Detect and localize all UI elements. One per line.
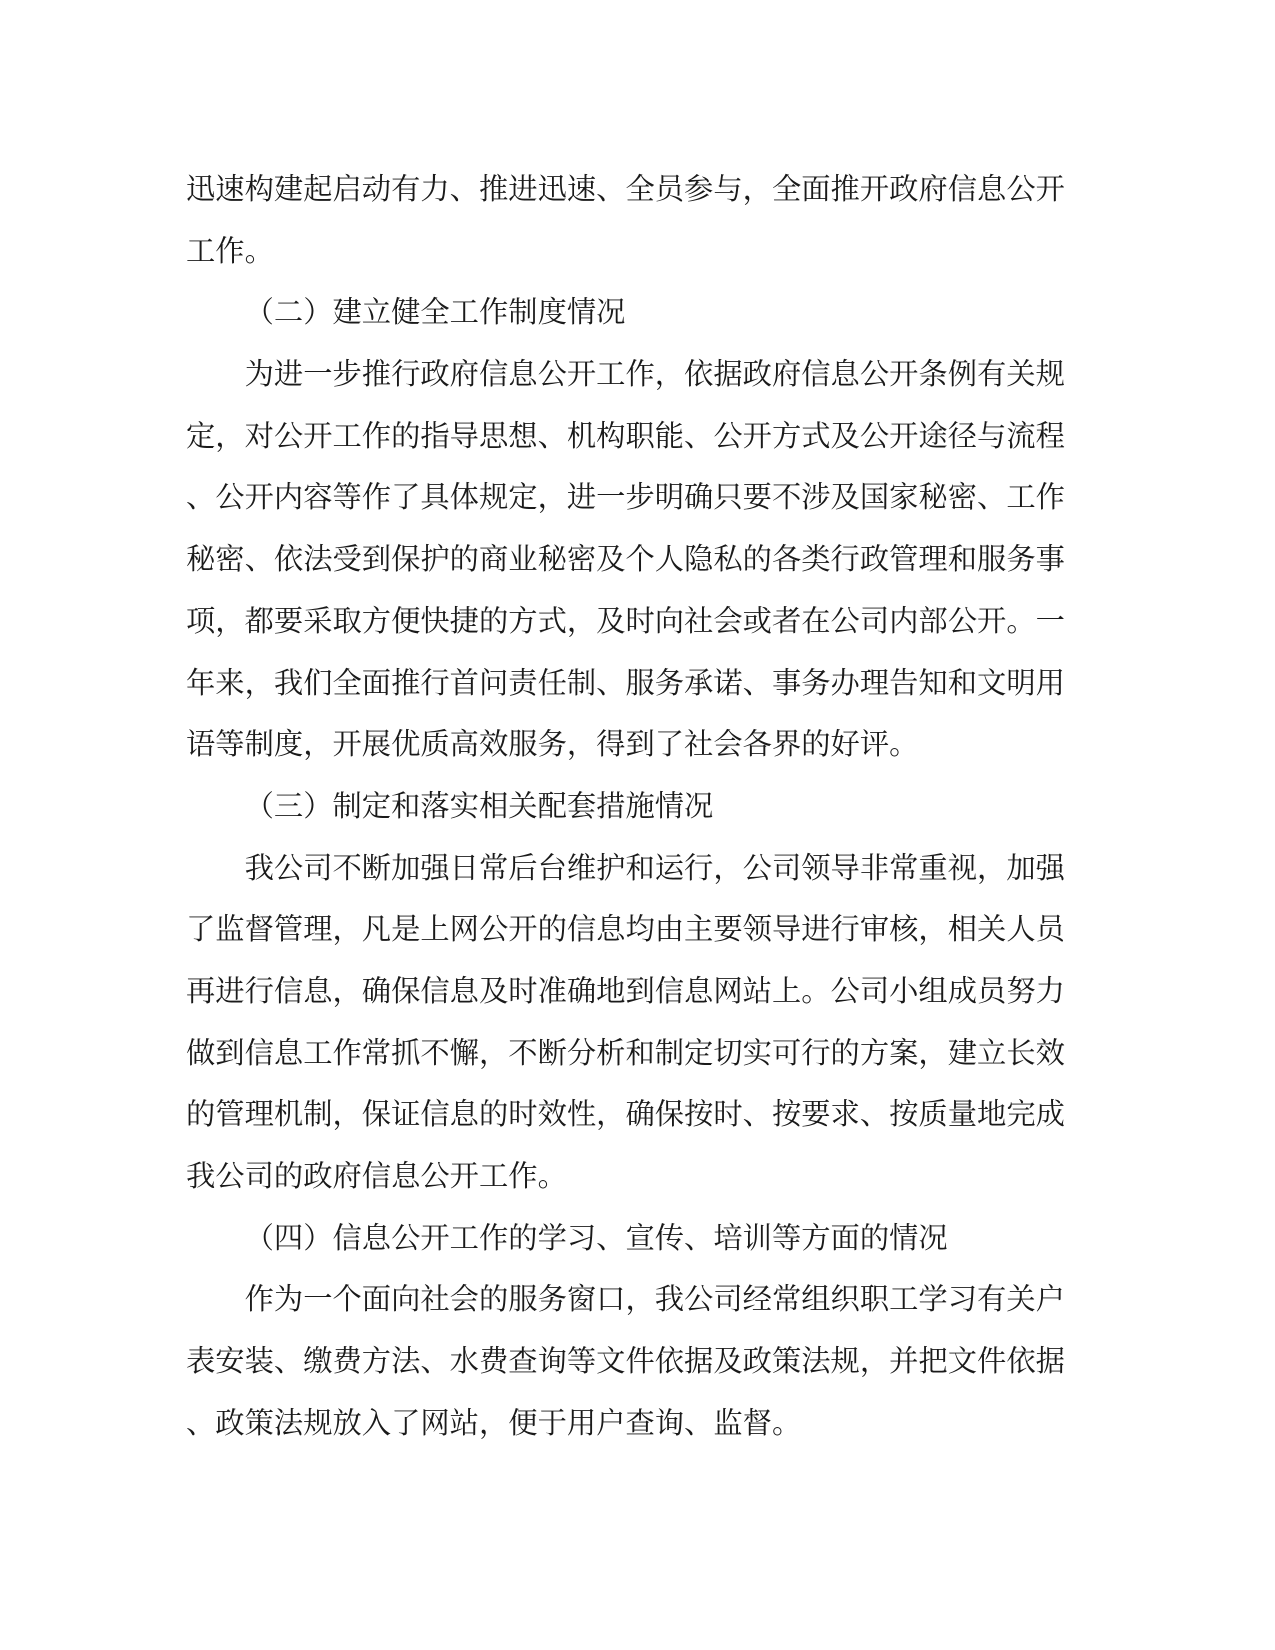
text-line: 秘密、依法受到保护的商业秘密及个人隐私的各类行政管理和服务事 xyxy=(186,544,1065,577)
document-text-block xyxy=(186,160,1071,1455)
text-line: 、公开内容等作了具体规定，进一步明确只要不涉及国家秘密、工作 xyxy=(186,482,1065,515)
section-heading: （三）制定和落实相关配套措施情况 xyxy=(244,790,714,823)
text-line: 定，对公开工作的指导思想、机构职能、公开方式及公开途径与流程 xyxy=(186,420,1065,453)
text-line: 项，都要采取方便快捷的方式，及时向社会或者在公司内部公开。一 xyxy=(186,605,1065,638)
text-line: 的管理机制，保证信息的时效性，确保按时、按要求、按质量地完成 xyxy=(186,1099,1065,1132)
text-line: 我公司不断加强日常后台维护和运行，公司领导非常重视，加强 xyxy=(244,852,1065,885)
text-line: 再进行信息，确保信息及时准确地到信息网站上。公司小组成员努力 xyxy=(186,975,1065,1008)
text-line: 语等制度，开展优质高效服务，得到了社会各界的好评。 xyxy=(186,729,919,762)
text-line: 为进一步推行政府信息公开工作，依据政府信息公开条例有关规 xyxy=(244,359,1065,392)
text-line: 表安装、缴费方法、水费查询等文件依据及政策法规，并把文件依据 xyxy=(186,1346,1065,1379)
text-line: 我公司的政府信息公开工作。 xyxy=(186,1161,567,1193)
text-line: 了监督管理，凡是上网公开的信息均由主要领导进行审核，相关人员 xyxy=(186,914,1065,947)
text-line: 年来，我们全面推行首问责任制、服务承诺、事务办理告知和文明用 xyxy=(186,667,1065,700)
section-heading: （二）建立健全工作制度情况 xyxy=(244,297,626,330)
text-line: 工作。 xyxy=(186,235,274,268)
text-line: 迅速构建起启动有力、推进迅速、全员参与，全面推开政府信息公开 xyxy=(186,174,1065,206)
text-line: 作为一个面向社会的服务窗口，我公司经常组织职工学习有关户 xyxy=(244,1284,1065,1317)
section-heading: （四）信息公开工作的学习、宣传、培训等方面的情况 xyxy=(244,1222,948,1255)
text-line: 、政策法规放入了网站，便于用户查询、监督。 xyxy=(186,1407,802,1440)
text-line: 做到信息工作常抓不懈，不断分析和制定切实可行的方案，建立长效 xyxy=(186,1037,1065,1070)
